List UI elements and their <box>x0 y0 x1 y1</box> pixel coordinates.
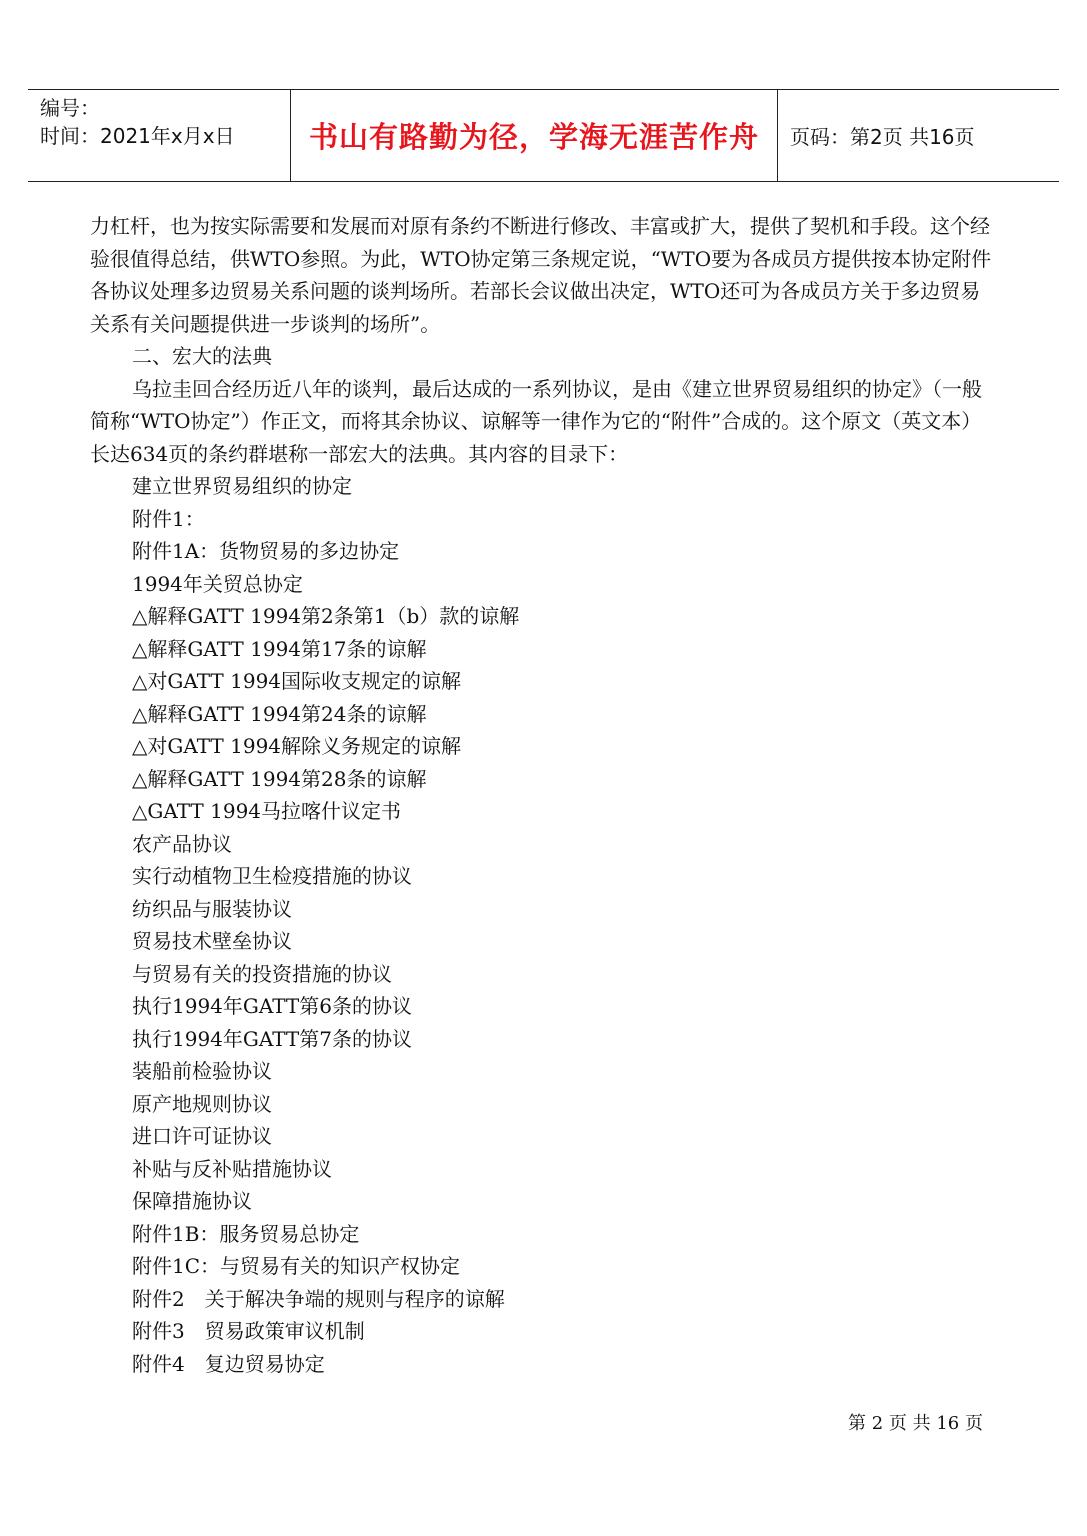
list-item: 装船前检验协议 <box>132 1059 272 1083</box>
list-item: 执行1994年GATT第6条的协议 <box>132 994 412 1018</box>
list-item: 与贸易有关的投资措施的协议 <box>132 961 392 986</box>
header-divider-right <box>777 90 778 181</box>
list-item: 执行1994年GATT第7条的协议 <box>132 1026 412 1051</box>
list-item: 附件2 关于解决争端的规则与程序的谅解 <box>132 1286 505 1311</box>
list-item: △解释GATT 1994第2条第1（b）款的谅解 <box>132 604 520 628</box>
list-item: 1994年关贸总协定 <box>132 571 303 596</box>
intro-paragraph: 乌拉圭回合经历近八年的谈判，最后达成的一系列协议，是由《建立世界贸易组织的协定》（一般简称“WTO协定”）作正文，而将其余协议、谅解等一律作为它的“附件”合成的。这个原文（英文本）长达634页的条约群堪称一部宏大的法典。其内容的目录下： <box>90 376 982 466</box>
header-page-info: 页码：第2页 共16页 <box>790 125 975 149</box>
list-item: 附件4 复边贸易协定 <box>132 1351 325 1376</box>
list-item: △对GATT 1994国际收支规定的谅解 <box>132 669 462 693</box>
list-item: 附件1： <box>132 506 205 531</box>
list-item: 进口许可证协议 <box>132 1124 272 1148</box>
list-item: 实行动植物卫生检疫措施的协议 <box>132 864 412 888</box>
list-item: 附件3 贸易政策审议机制 <box>132 1319 365 1343</box>
list-item: 附件1C：与贸易有关的知识产权协定 <box>132 1254 461 1278</box>
list-item: △对GATT 1994解除义务规定的谅解 <box>132 734 462 758</box>
list-item: 纺织品与服装协议 <box>132 896 292 921</box>
page-header <box>28 89 1059 182</box>
list-item: △GATT 1994马拉喀什议定书 <box>132 799 402 823</box>
list-item: 原产地规则协议 <box>132 1091 272 1116</box>
list-item: △解释GATT 1994第28条的谅解 <box>132 766 427 791</box>
doc-number-label: 编号： <box>40 96 100 120</box>
body-paragraph: 力杠杆，也为按实际需要和发展而对原有条约不断进行修改、丰富或扩大，提供了契机和手段。这个经验很值得总结，供WTO参照。为此，WTO协定第三条规定说，“WTO要为各成员方提供按本协定附件各协议处理多边贸易关系问题的谈判场所。若部长会议做出决定，WTO还可为各成员方关于多边贸易关系有关问题提供进一步谈判的场所”。 <box>90 214 992 336</box>
section-heading: 二、宏大的法典 <box>132 344 272 368</box>
list-item: 补贴与反补贴措施协议 <box>132 1156 332 1181</box>
header-meta <box>40 94 290 150</box>
list-item: △解释GATT 1994第24条的谅解 <box>132 701 427 726</box>
document-body <box>90 210 1000 1380</box>
list-item: 附件1B：服务贸易总协定 <box>132 1221 360 1246</box>
list-item: 农产品协议 <box>132 831 232 856</box>
list-item: 附件1A：货物贸易的多边协定 <box>132 539 400 563</box>
list-item: 建立世界贸易组织的协定 <box>132 474 352 498</box>
list-item: 贸易技术壁垒协议 <box>132 929 292 953</box>
page-footer: 第 2 页 共 16 页 <box>848 1413 983 1434</box>
list-item: 保障措施协议 <box>132 1189 252 1213</box>
list-item: △解释GATT 1994第17条的谅解 <box>132 636 427 661</box>
header-motto: 书山有路勤为径，学海无涯苦作舟 <box>308 120 759 154</box>
contents-list <box>90 470 1000 1380</box>
doc-time-label: 时间：2021年x月x日 <box>40 124 235 148</box>
